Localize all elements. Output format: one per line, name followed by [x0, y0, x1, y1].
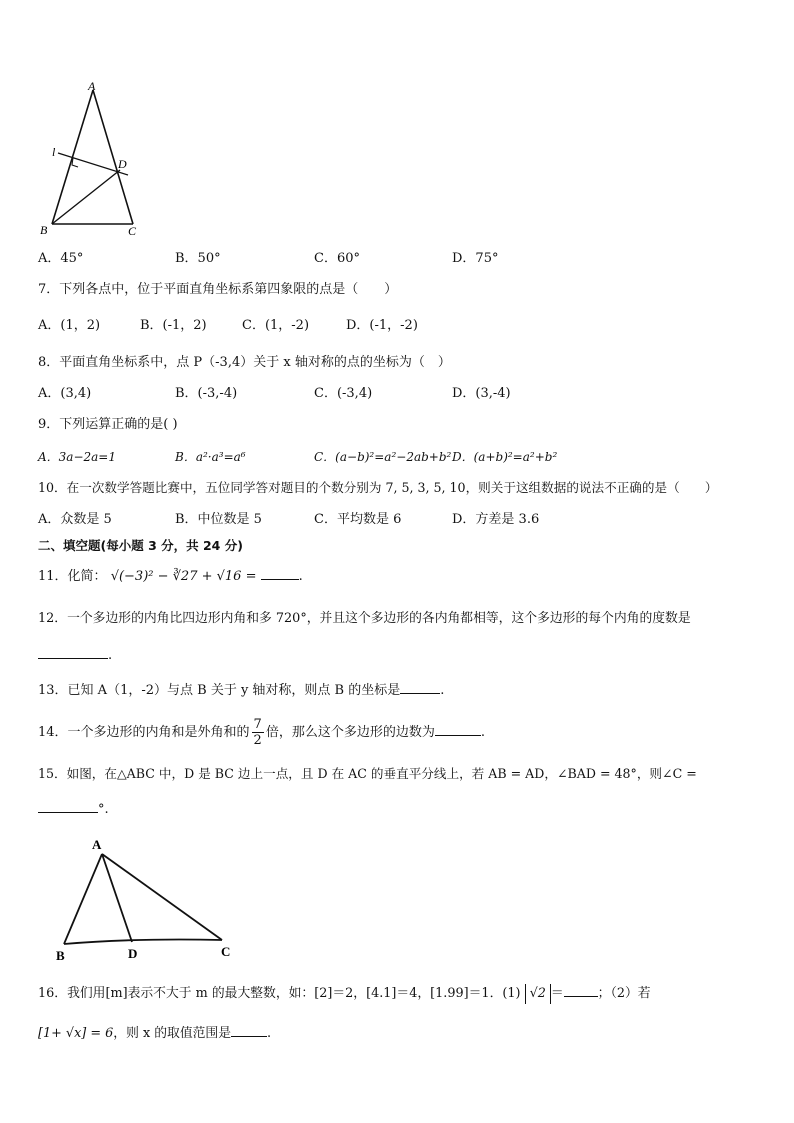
q6-figure	[36, 78, 156, 240]
q8-stem: 8．平面直角坐标系中，点 P（-3,4）关于 x 轴对称的点的坐标为（ ）	[38, 355, 451, 370]
q8-option-d: D．(3,-4)	[452, 386, 511, 401]
q15-label-c: C	[221, 944, 231, 959]
q11-blank[interactable]	[261, 567, 299, 580]
q14-mid: 倍，那么这个多边形的边数为	[265, 725, 435, 740]
q15-label-b: B	[56, 948, 65, 963]
q6-option-b: B．50°	[175, 251, 221, 266]
q14-frac-den: 2	[253, 733, 262, 748]
q16-bracket-sqrt2	[525, 984, 551, 1004]
q16-eq: ＝	[550, 986, 564, 1001]
q7-stem: 7．下列各点中，位于平面直角坐标系第四象限的点是（ ）	[38, 282, 398, 297]
q9-option-a: A．3a−2a=1	[38, 450, 116, 464]
q8-option-a: A．(3,4)	[38, 386, 92, 401]
q9-option-c: C．(a−b)²=a²−2ab+b²	[314, 450, 452, 464]
q6-label-l: l	[52, 145, 56, 159]
q14-prefix: 14．一个多边形的内角和是外角和的	[38, 725, 250, 740]
q6-label-a: A	[88, 79, 96, 93]
q7-option-d: D．(-1，-2)	[346, 318, 418, 333]
q6-option-d: D．75°	[452, 251, 499, 266]
q15-label-a: A	[92, 837, 102, 852]
q9-option-b: B．a²·a³=a⁶	[175, 450, 246, 464]
q13-suffix: .	[440, 683, 445, 698]
q6-label-d: D	[118, 157, 127, 171]
q12-suffix: .	[108, 648, 113, 663]
q16-line1	[38, 982, 651, 1006]
q16-mid2: ，则 x 的取值范围是	[113, 1026, 232, 1041]
q16-mid: ；（2）若	[597, 986, 651, 1001]
q16-prefix: 16．我们用[m]表示不大于 m 的最大整数，如：[2]＝2，[4.1]＝4，[1.99]＝1．(1)	[38, 986, 521, 1001]
q13	[38, 681, 444, 700]
q9-stem: 9．下列运算正确的是( )	[38, 417, 178, 432]
q8-option-c: C．(-3,4)	[314, 386, 373, 401]
q15-suffix: °.	[98, 802, 109, 817]
q11-suffix: .	[298, 569, 303, 584]
q15-blank[interactable]	[38, 800, 98, 813]
q10-stem: 10．在一次数学答题比赛中，五位同学答对题目的个数分别为 7, 5, 3, 5, 10，则关于这组数据的说法不正确的是（ ）	[38, 480, 718, 495]
q15-figure	[54, 834, 244, 964]
q11	[38, 567, 303, 586]
q15-answer-line	[38, 800, 109, 819]
q16-expr: [1+ √x] = 6	[38, 1026, 114, 1041]
q7-option-c: C．(1，-2)	[242, 318, 310, 333]
q14	[38, 715, 485, 751]
q12-blank[interactable]	[38, 646, 108, 659]
q13-blank[interactable]	[400, 681, 440, 694]
q6-option-a: A．45°	[38, 251, 84, 266]
q16-line2	[38, 1024, 271, 1043]
q16-suffix: .	[267, 1026, 272, 1041]
q6-option-c: C．60°	[314, 251, 360, 266]
q7-option-b: B．(-1，2)	[140, 318, 207, 333]
q12-stem: 12．一个多边形的内角比四边形内角和多 720°，并且这个多边形的各内角都相等，这个多边形的每个内角的度数是	[38, 611, 691, 626]
q6-label-b: B	[40, 223, 48, 237]
q6-label-c: C	[128, 224, 137, 238]
q14-suffix: .	[480, 725, 485, 740]
q16-sqrt2: √2	[529, 986, 546, 1001]
q16-blank-1[interactable]	[564, 984, 598, 997]
q9-option-d: D．(a+b)²=a²+b²	[452, 450, 558, 464]
q10-option-a: A．众数是 5	[38, 512, 112, 527]
q10-option-c: C．平均数是 6	[314, 512, 402, 527]
q16-blank-2[interactable]	[231, 1024, 267, 1037]
q14-frac-num: 7	[253, 717, 262, 732]
q8-option-b: B．(-3,-4)	[175, 386, 238, 401]
q14-fraction	[252, 717, 264, 748]
q11-expr: √(−3)² − ∛27 + √16 =	[110, 569, 257, 584]
q15-label-d: D	[128, 946, 138, 961]
q11-prefix: 11．化简：	[38, 569, 107, 584]
section-title: 二、填空题(每小题 3 分，共 24 分)	[38, 538, 243, 553]
q13-stem: 13．已知 A（1，-2）与点 B 关于 y 轴对称，则点 B 的坐标是	[38, 683, 401, 698]
q10-option-b: B．中位数是 5	[175, 512, 262, 527]
q12-answer-line	[38, 646, 112, 665]
q15-stem: 15．如图，在△ABC 中，D 是 BC 边上一点，且 D 在 AC 的垂直平分线上，若 AB = AD，∠BAD = 48°，则∠C =	[38, 766, 697, 781]
q14-blank[interactable]	[435, 723, 481, 736]
q7-option-a: A．(1，2)	[38, 318, 101, 333]
q10-option-d: D．方差是 3.6	[452, 512, 540, 527]
